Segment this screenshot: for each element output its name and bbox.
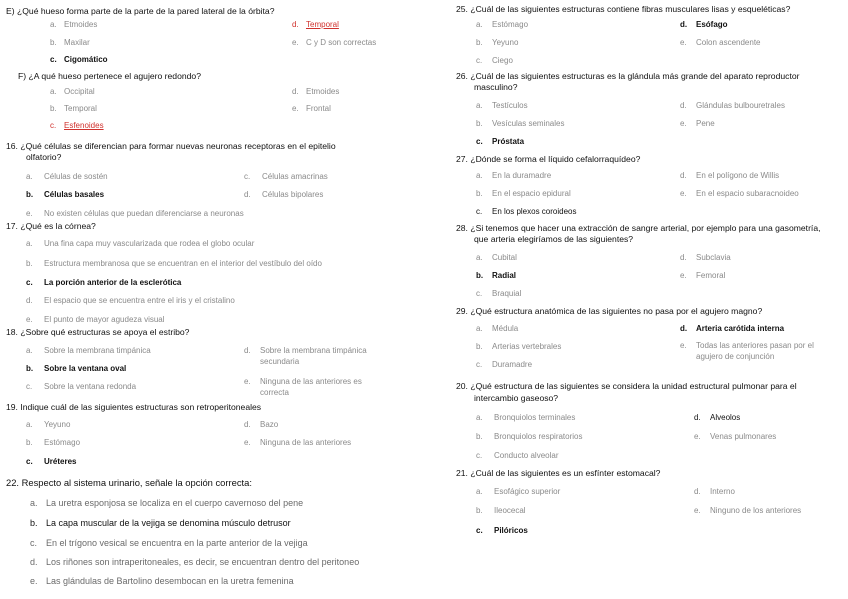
option-21-b: b. Ileocecal (476, 506, 526, 515)
option-27-b: b. En el espacio epidural (476, 189, 571, 198)
option-25-a: a. Estómago (476, 20, 529, 29)
question-f: F) ¿A qué hueso pertenece el agujero redondo? (18, 71, 201, 81)
option-17-b: b. Estructura membranosa que se encuentran en el interior del vestíbulo del oído (26, 259, 322, 268)
option-18-e: e. Ninguna de las anteriores es (244, 377, 362, 386)
question-18: 18. ¿Sobre qué estructuras se apoya el estribo? (6, 327, 190, 337)
question-16-line1: 16. ¿Qué células se diferencian para formar nuevas neuronas receptoras en el epitelio (6, 141, 336, 151)
option-18-b: b. Sobre la ventana oval (26, 364, 127, 373)
option-20-c: c. Conducto alveolar (476, 451, 559, 460)
option-28-b: b. Radial (476, 271, 517, 280)
option-17-e: e. El punto de mayor agudeza visual (26, 315, 165, 324)
option-29-a: a. Médula (476, 324, 519, 333)
option-22-a: a. La uretra esponjosa se localiza en el cuerpo cavernoso del pene (30, 498, 304, 508)
option-19-d: d. Bazo (244, 420, 279, 429)
option-f-b: b. Temporal (50, 104, 97, 113)
question-25: 25. ¿Cuál de las siguientes estructuras contiene fibras musculares lisas y esqueléticas? (456, 4, 791, 14)
option-26-a: a. Testículos (476, 101, 528, 110)
option-19-c: c. Uréteres (26, 457, 77, 466)
option-26-b: b. Vesículas seminales (476, 119, 565, 128)
option-28-d: d. Subclavia (680, 253, 731, 262)
question-26-line2: masculino? (474, 82, 518, 92)
option-f-c: c. Esfenoides (50, 121, 104, 130)
option-25-c: c. Ciego (476, 56, 513, 65)
option-20-e: e. Venas pulmonares (694, 432, 777, 441)
option-26-e: e. Pene (680, 119, 715, 128)
option-21-a: a. Esofágico superior (476, 487, 561, 496)
question-21: 21. ¿Cuál de las siguientes es un esfínter estomacal? (456, 468, 661, 478)
question-19: 19. Indique cuál de las siguientes estructuras son retroperitoneales (6, 402, 262, 412)
option-28-e: e. Femoral (680, 271, 726, 280)
option-e-e: e. C y D son correctas (292, 38, 377, 47)
option-19-e: e. Ninguna de las anteriores (244, 438, 352, 447)
question-26-line1: 26. ¿Cuál de las siguientes estructuras es la glándula más grande del aparato reproductor (456, 71, 800, 81)
option-27-a: a. En la duramadre (476, 171, 552, 180)
question-20-line2: intercambio gaseoso? (474, 393, 559, 403)
option-e-b: b. Maxilar (50, 38, 90, 47)
option-20-d: d. Alveolos (694, 413, 741, 422)
option-22-d: d. Los riñones son intraperitoneales, es decir, se encuentran dentro del peritoneo (30, 557, 360, 567)
option-e-a: a. Etmoides (50, 20, 98, 29)
option-29-e: e. Todas las anteriores pasan por el (680, 341, 814, 350)
option-16-e: e. No existen células que puedan diferenciarse a neuronas (26, 209, 244, 218)
option-18-d-cont: secundaria (260, 357, 300, 366)
option-18-d: d. Sobre la membrana timpánica (244, 346, 367, 355)
option-16-a: a. Células de sostén (26, 172, 108, 181)
option-21-d: d. Interno (694, 487, 735, 496)
option-29-b: b. Arterias vertebrales (476, 342, 562, 351)
option-16-c: c. Células amacrinas (244, 172, 328, 181)
option-17-d: d. El espacio que se encuentra entre el iris y el cristalino (26, 296, 235, 305)
option-21-e: e. Ninguno de los anteriores (694, 506, 802, 515)
question-e: E) ¿Qué hueso forma parte de la parte de la pared lateral de la órbita? (6, 6, 275, 16)
option-f-e: e. Frontal (292, 104, 331, 113)
option-29-c: c. Duramadre (476, 360, 533, 369)
option-17-c: c. La porción anterior de la esclerótica (26, 278, 182, 287)
option-22-b: b. La capa muscular de la vejiga se denomina músculo detrusor (30, 518, 291, 528)
option-20-a: a. Bronquiolos terminales (476, 413, 576, 422)
option-e-c: c. Cigomático (50, 55, 108, 64)
option-26-d: d. Glándulas bulbouretrales (680, 101, 785, 110)
option-28-c: c. Braquial (476, 289, 522, 298)
option-17-a: a. Una fina capa muy vascularizada que rodea el globo ocular (26, 239, 255, 248)
question-28-line1: 28. ¿Si tenemos que hacer una extracción de sangre arterial, por ejemplo para una gasometría, (456, 223, 821, 233)
question-20-line1: 20. ¿Qué estructura de las siguientes se considera la unidad estructural pulmonar para el (456, 381, 797, 391)
option-f-d: d. Etmoides (292, 87, 340, 96)
option-18-e-cont: correcta (260, 388, 289, 397)
option-20-b: b. Bronquiolos respiratorios (476, 432, 583, 441)
option-21-c: c. Pilóricos (476, 526, 528, 535)
question-28-line2: que arteria elegiríamos de las siguientes? (474, 234, 634, 244)
option-19-a: a. Yeyuno (26, 420, 71, 429)
option-29-e-cont: agujero de conjunción (696, 352, 775, 361)
option-22-e: e. Las glándulas de Bartolino desembocan en la uretra femenina (30, 576, 294, 586)
option-19-b: b. Estómago (26, 438, 81, 447)
option-27-c: c. En los plexos coroideos (476, 207, 577, 216)
option-27-e: e. En el espacio subaracnoideo (680, 189, 799, 198)
option-25-e: e. Colon ascendente (680, 38, 761, 47)
option-29-d: d. Arteria carótida interna (680, 324, 785, 333)
option-26-c: c. Próstata (476, 137, 525, 146)
option-22-c: c. En el trígono vesical se encuentra en la parte anterior de la vejiga (30, 538, 308, 548)
question-16-line2: olfatorio? (26, 152, 62, 162)
question-27: 27. ¿Dónde se forma el líquido cefalorraquídeo? (456, 154, 641, 164)
option-f-a: a. Occipital (50, 87, 95, 96)
option-e-d: d. Temporal (292, 20, 339, 29)
question-29: 29. ¿Qué estructura anatómica de las siguientes no pasa por el agujero magno? (456, 306, 763, 316)
option-28-a: a. Cubital (476, 253, 517, 262)
option-25-d: d. Esófago (680, 20, 728, 29)
option-16-b: b. Células basales (26, 190, 105, 199)
question-22: 22. Respecto al sistema urinario, señale la opción correcta: (6, 477, 252, 488)
option-18-a: a. Sobre la membrana timpánica (26, 346, 151, 355)
option-27-d: d. En el polígono de Willis (680, 171, 780, 180)
option-25-b: b. Yeyuno (476, 38, 519, 47)
option-16-d: d. Células bipolares (244, 190, 324, 199)
question-17: 17. ¿Qué es la córnea? (6, 221, 96, 231)
option-18-c: c. Sobre la ventana redonda (26, 382, 137, 391)
